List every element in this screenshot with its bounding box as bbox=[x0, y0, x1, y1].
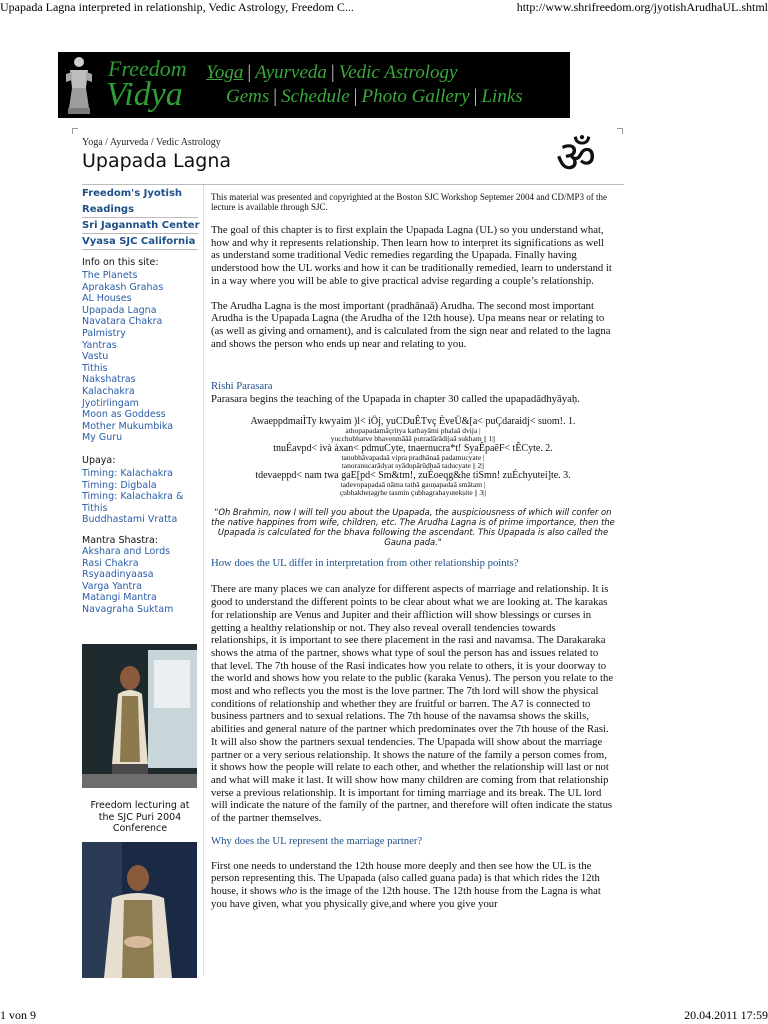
sidebar-divider bbox=[82, 217, 198, 218]
paragraph-arudha: The Arudha Lagna is the most important (pradhānaā) Arudha. The second most important Arudha is the Upapada Lagna (the Arudha of the 12th house). Upa means near or relating to (as well as giving and ornament), and is calculated from the sign near and related to the lagna and shows the person who ends up near and relating to you. bbox=[211, 299, 611, 350]
verse-transliteration: tanubhāvapadaā vipra pradhānaā padamucyate | bbox=[341, 452, 485, 462]
list-item[interactable]: The Planets bbox=[82, 270, 138, 281]
list-item[interactable]: Moon as Goddess bbox=[82, 409, 166, 421]
nav-link-links[interactable]: Links bbox=[481, 86, 523, 107]
photo-caption: Freedom lecturing at the SJC Puri 2004 Conference bbox=[90, 800, 190, 834]
nav-link-yoga[interactable]: Yoga bbox=[206, 62, 244, 83]
deity-logo-icon bbox=[64, 54, 94, 116]
verse-line: tnuÉavpd< ivà àxan< pdmuCyte, tnaernucra*t! SyaÊpaêF< tÊCyte. 2. bbox=[273, 442, 553, 454]
list-item[interactable]: Tithis bbox=[82, 362, 108, 374]
title-divider bbox=[82, 184, 624, 185]
lecture-photo-1 bbox=[82, 644, 197, 788]
list-item[interactable]: Akshara and Lords bbox=[82, 546, 171, 557]
site-banner bbox=[58, 52, 570, 118]
sidebar-divider bbox=[82, 233, 198, 234]
verse-line: AwaeppdmaiÌTy kwyaim )l< iÖj, yuCDuÊTvç ÈveÜ&[a< puÇdaraidj< suom!. 1. bbox=[250, 415, 576, 427]
main-content bbox=[211, 192, 615, 910]
sidebar-link-readings[interactable]: Readings bbox=[82, 204, 135, 215]
list-item[interactable]: Navagraha Suktam bbox=[82, 603, 174, 615]
nav-link-schedule[interactable]: Schedule bbox=[281, 86, 350, 107]
print-header-title: Upapada Lagna interpreted in relationship, Vedic Astrology, Freedom C... bbox=[0, 0, 354, 14]
paragraph-12th-house: First one needs to understand the 12th house more deeply and then see how the UL is the person representing this. The Upapada (also called guana pada) is that which rides the 12th house, it shows who is the image of the 12th house. The 12th house from the Lagna is what you have given, what you physically give,and where you give your bbox=[211, 859, 601, 910]
section-heading-ul-differ: How does the UL differ in interpretation from other relationship points? bbox=[211, 556, 519, 569]
section-heading-ul-marriage: Why does the UL represent the marriage partner? bbox=[211, 834, 423, 847]
print-footer-datetime: 20.04.2011 17:59 bbox=[684, 1008, 768, 1022]
sidebar-upaya-list bbox=[82, 468, 183, 526]
page-title: Upapada Lagna bbox=[82, 150, 232, 172]
logo-text-vidya: Vidya bbox=[106, 76, 183, 113]
lecture-photo-2 bbox=[82, 842, 197, 978]
sidebar-divider bbox=[82, 249, 198, 250]
verse-transliteration: yucchubhatve bhavenmāāā putradārādijaā sukham || 1|| bbox=[330, 433, 496, 443]
list-item[interactable]: Matangi Mantra bbox=[82, 592, 157, 604]
nav-link-photo-gallery[interactable]: Photo Gallery bbox=[361, 86, 470, 107]
list-item[interactable]: Kalachakra bbox=[82, 385, 135, 397]
sidebar-link-jyotish[interactable]: Freedom's Jyotish bbox=[82, 188, 183, 199]
list-item[interactable]: Navatara Chakra bbox=[82, 316, 163, 328]
section-heading-rishi-parasara: Rishi Parasara bbox=[211, 380, 273, 393]
nav-link-vedic-astrology[interactable]: Vedic Astrology bbox=[338, 62, 458, 83]
nav-link-ayurveda[interactable]: Ayurveda bbox=[255, 62, 327, 83]
sidebar-border bbox=[203, 185, 204, 975]
list-item[interactable]: Rasi Chakra bbox=[82, 557, 139, 569]
print-header-url: http://www.shrifreedom.org/jyotishArudhaUL.shtml bbox=[516, 0, 768, 14]
list-item[interactable]: AL Houses bbox=[82, 293, 132, 305]
list-item[interactable]: My Guru bbox=[82, 432, 123, 444]
list-item[interactable]: Mother Mukumbika bbox=[82, 420, 174, 432]
list-item[interactable]: Palmistry bbox=[82, 327, 126, 339]
logo-text-freedom: Freedom bbox=[108, 56, 187, 81]
banner-nav-row-2: Gems | Schedule | Photo Gallery | Links bbox=[226, 86, 523, 107]
sidebar-heading-upaya: Upaya: bbox=[82, 455, 116, 466]
sanskrit-verses bbox=[211, 416, 615, 497]
list-item[interactable]: Rsyaadinyaasa bbox=[82, 569, 154, 581]
nav-link-gems[interactable]: Gems bbox=[226, 86, 270, 107]
om-symbol-icon: ॐ bbox=[555, 132, 597, 183]
sidebar-link-vyasa-sjc[interactable]: Vyasa SJC California bbox=[82, 236, 196, 247]
list-item[interactable]: Varga Yantra bbox=[82, 580, 142, 592]
print-footer-page: 1 von 9 bbox=[0, 1008, 36, 1022]
verse-translation-quote: "Oh Brahmin, now I will tell you about the Upapada, the auspiciousness of which will confer on the native happines from wife, children, etc. The Arudha Lagna is of prime importance, then the Upapada is calculated for the bhava following the ascendant. This Upapada is also called the Gauna pada." bbox=[211, 506, 615, 547]
verse-transliteration: çubhakheṭagṛhe tasmin çubhagrahayutekṣite || 3|| bbox=[339, 487, 487, 497]
copyright-notice: This material was presented and copyrighted at the Boston SJC Workshop Septemer 2004 and CD/MP3 of the lecture is available through SJC. bbox=[211, 192, 608, 212]
list-item[interactable]: Buddhastami Vratta bbox=[82, 514, 178, 526]
list-item[interactable]: Yantras bbox=[82, 339, 117, 351]
sidebar-link-sri-jagannath[interactable]: Sri Jagannath Center bbox=[82, 220, 200, 231]
sidebar-heading-info: Info on this site: bbox=[82, 257, 159, 268]
banner-nav-row-1: Yoga | Ayurveda | Vedic Astrology bbox=[206, 62, 458, 83]
list-item[interactable]: Tithis bbox=[82, 502, 108, 514]
sidebar-mantra-list bbox=[82, 546, 173, 616]
list-item[interactable]: Vastu bbox=[82, 351, 109, 363]
list-item[interactable]: Timing: Kalachakra bbox=[82, 468, 173, 479]
paragraph-relationship-points: There are many places we can analyze for different aspects of marriage and relationship. It is good to understand the different points to be clear about what we are looking at. The karakas for relationship are Venus and Jupiter and their affliction will show blessings or curses in getting a healthy relationship or not. They also reveal overall tendencies towards relationships, it is important to see there placement in the rasi and navamsa. The Darakaraka shows the atma of the partner, shows what type of soul the person has and issues related to that level. The 7th house of the Rasi indicates how you relate to others, it is your doorway to the world and shows how you relate to the public (karaka Venus). The person you relate to the most and who reflects you the most is the love partner. The 7th lord will show the physical conditions of relationship and whether they are fruitful or barren. The A7 is connected to business partners and to sexual relations. The 7th house of the navamsa shows the skills, abilities and general nature of the partner which predominates over the 7th house of the Rasi. It will also show the partners sexual tendencies. The Upapada will show about the marriage partner or a very serious relationship. It shows the nature of the family a person comes from, it shows how the people will relate to each other, and whether the relationship will last or not and what will make it last. It will show how many children are coming from that relationship verse a previous relationship. It is important for timing marriage and its break. The UL lord will indicate the nature of the family of the partner, and therefore will often indicate the status of the partner themselves. bbox=[211, 583, 614, 825]
list-item[interactable]: Upapada Lagna bbox=[82, 304, 157, 316]
list-item[interactable]: Jyotirlingam bbox=[82, 397, 139, 409]
verse-transliteration: athopapadamāçritya kathayāmi phalaā dvija | bbox=[345, 425, 481, 435]
verse-line: tdevaeppd< nam twa gaE[pd< Sm&tm!, zuÉoeqg&he tiSmn! zuÉchyutei]te. 3. bbox=[255, 469, 571, 481]
list-item[interactable]: Aprakash Grahas bbox=[82, 281, 164, 293]
paragraph-parasara: Parasara begins the teaching of the Upapada in chapter 30 called the upapadādhyāyaḥ. bbox=[211, 393, 580, 406]
verse-transliteration: tadevopapadaā nāma tathā gauṇapadaā smātam | bbox=[340, 479, 486, 489]
breadcrumb: Yoga / Ayurveda / Vedic Astrology bbox=[82, 137, 221, 148]
frame-corner-left bbox=[72, 128, 78, 134]
verse-transliteration: tanoranucarādyat syādupārūḍhaā taducyate || 2|| bbox=[341, 460, 485, 470]
list-item[interactable]: Timing: Digbala bbox=[82, 479, 157, 491]
sidebar-heading-mantra: Mantra Shastra: bbox=[82, 535, 158, 546]
paragraph-intro: The goal of this chapter is to first explain the Upapada Lagna (UL) so you understand what, how and why it represents relationship. Then learn how to interpret its significations as well as understand some traditional Vedic remedies regarding the Upapada. Finally having understood how the UL works and how it can be traditionally remedied, learn to understand it in a way where you will be able to give practical advise regarding a couple’s relationship. bbox=[211, 224, 612, 287]
list-item[interactable]: Timing: Kalachakra & bbox=[82, 491, 184, 503]
sidebar-info-list bbox=[82, 270, 173, 444]
list-item[interactable]: Nakshatras bbox=[82, 374, 136, 386]
